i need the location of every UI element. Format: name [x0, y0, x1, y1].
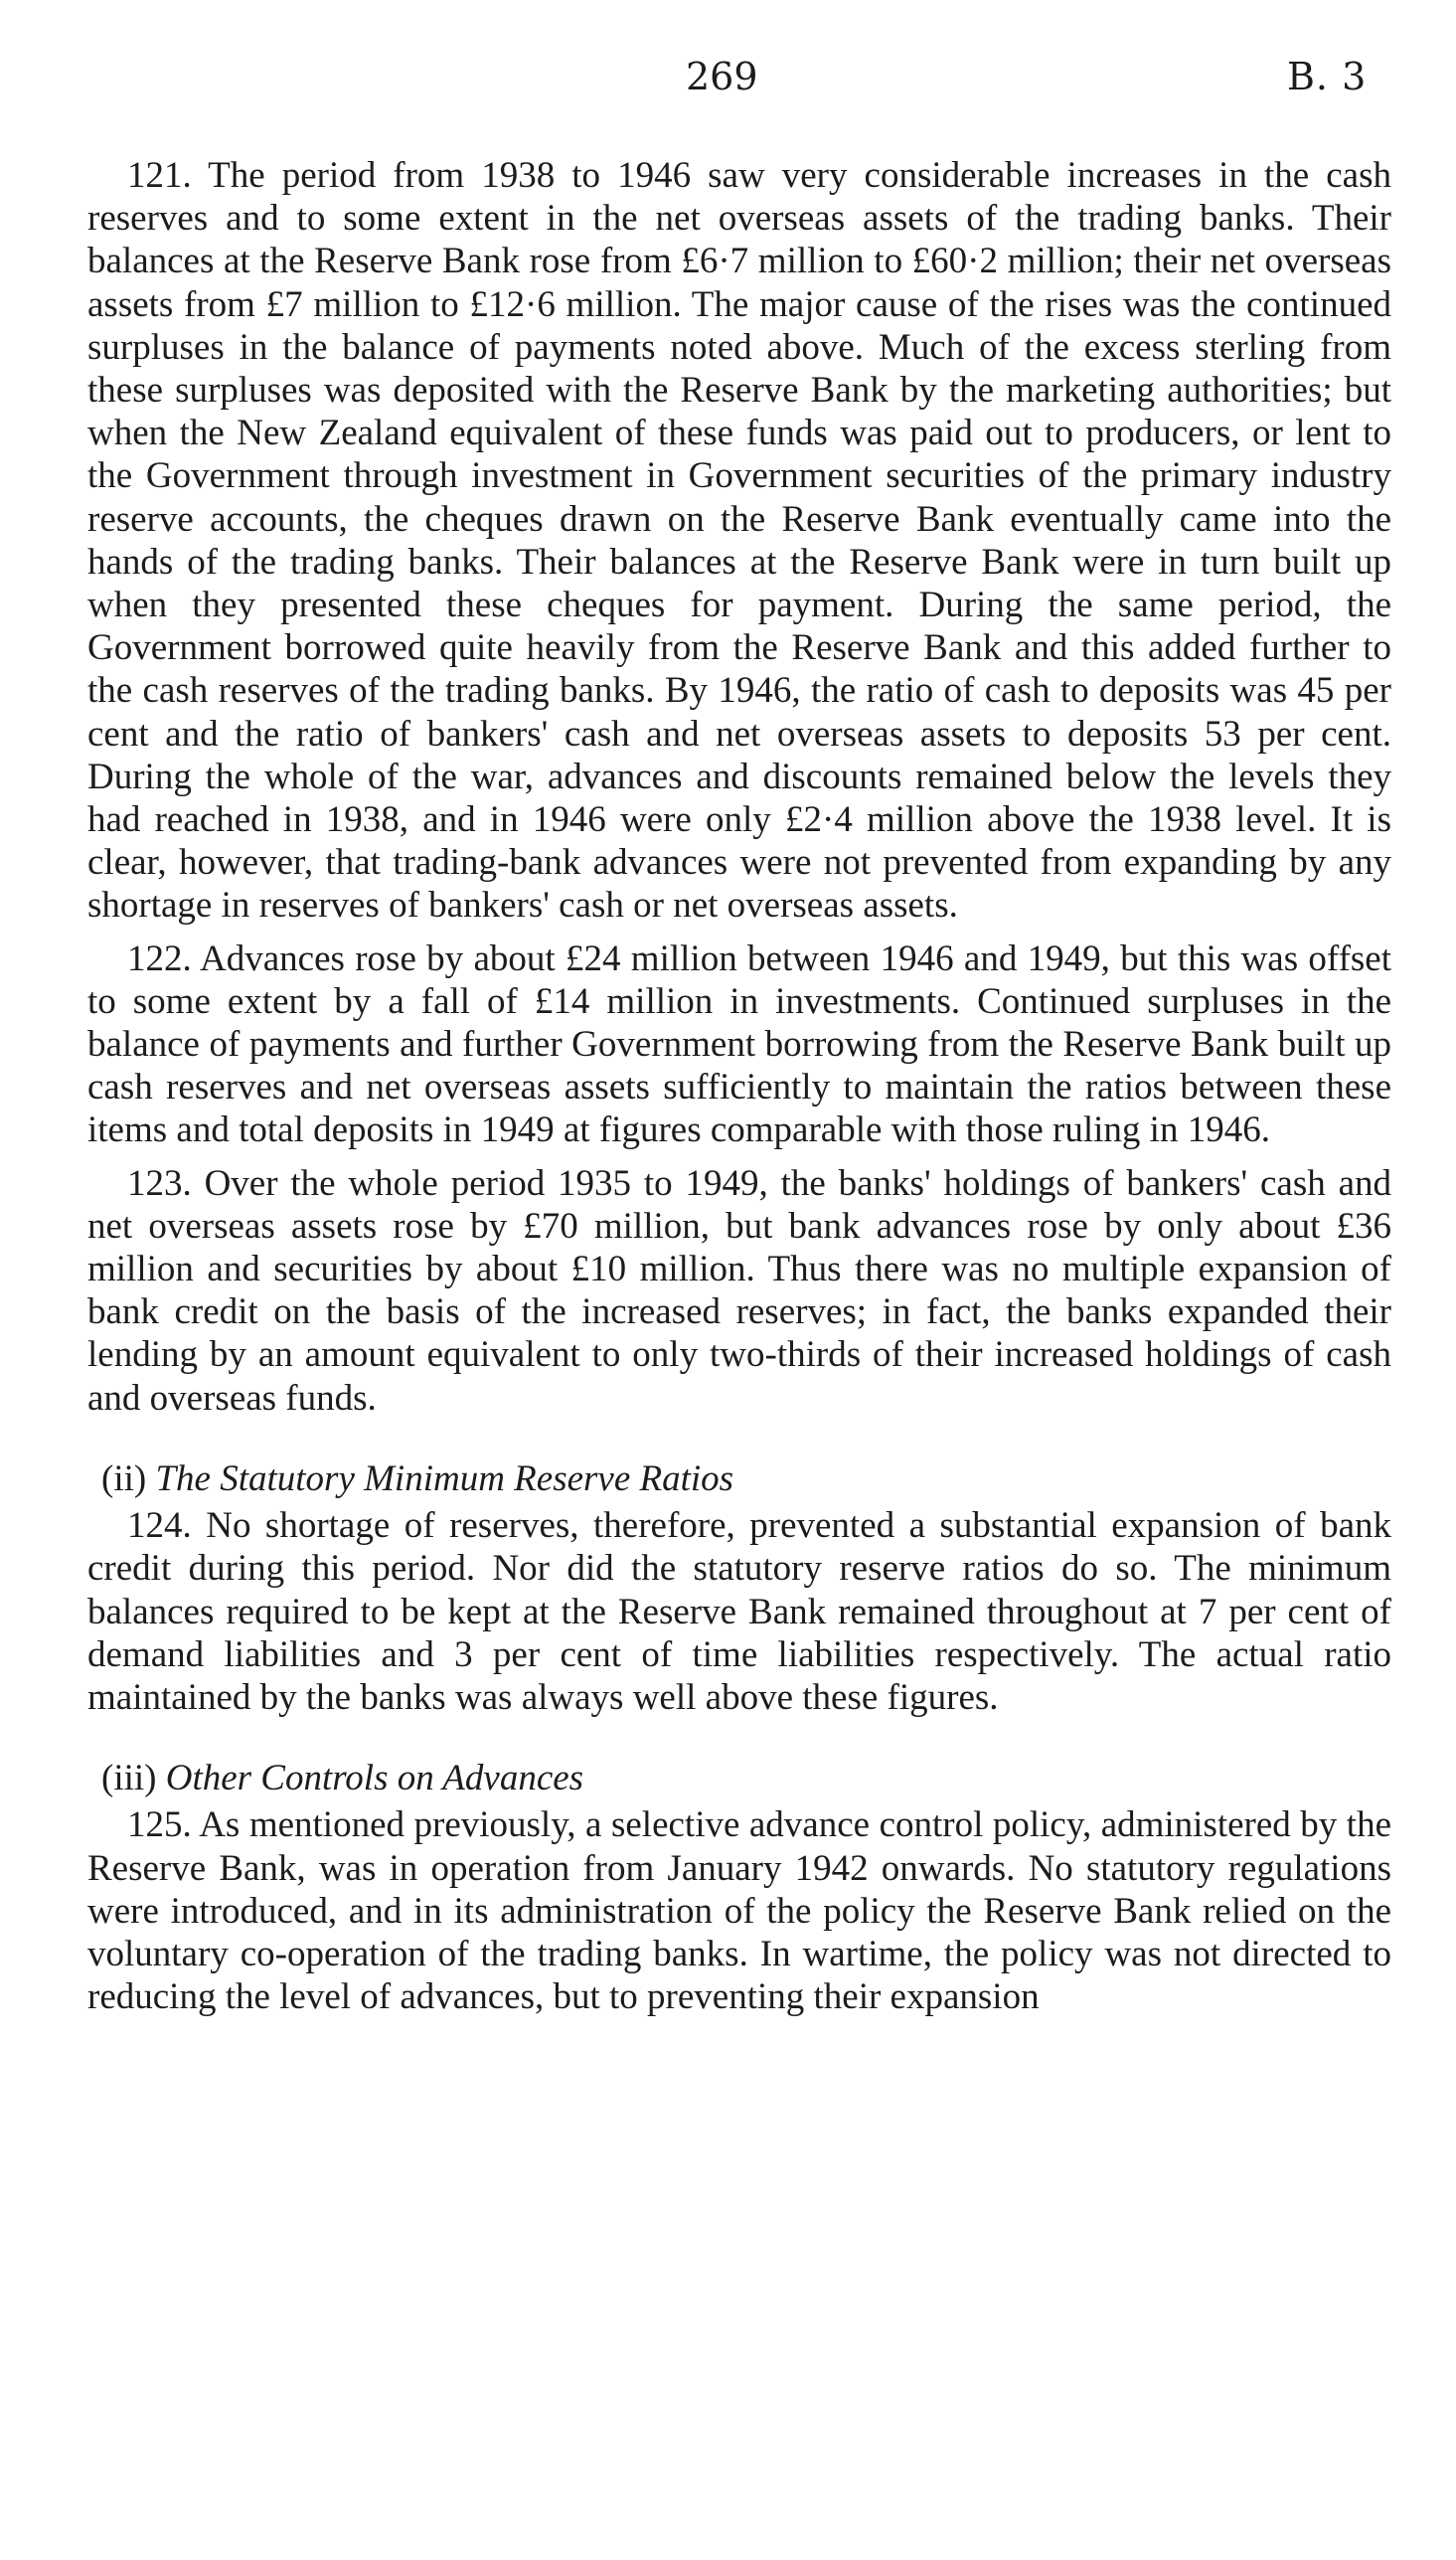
section-number: (iii) — [101, 1758, 157, 1799]
paragraph-123: 123. Over the whole period 1935 to 1949, the banks' holdings of bankers' cash and net overseas assets rose by £70 million, but bank advances rose by only about £36 million and securities by about £10 million. Thus there was no multiple expansion of bank credit on the basis of the increased reserves; in fact, the banks expanded their lending by an amount equivalent to only two-thirds of their increased holdings of cash and overseas funds. — [87, 1162, 1391, 1419]
section-title: The Statutory Minimum Reserve Ratios — [155, 1457, 734, 1499]
paragraph-122: 122. Advances rose by about £24 million between 1946 and 1949, but this was offset to some extent by a fall of £14 million in investments. Continued surpluses in the balance of payments and further Government borrowing from the Reserve Bank built up cash reserves and net overseas assets sufficiently to maintain the ratios between these items and total deposits in 1949 at figures comparable with those ruling in 1946. — [87, 938, 1391, 1151]
body-text — [87, 154, 1391, 2018]
section-number: (ii) — [101, 1457, 147, 1499]
section-title: Other Controls on Advances — [165, 1758, 584, 1799]
section-heading-other-controls — [101, 1757, 1391, 1799]
paragraph-125: 125. As mentioned previously, a selective advance control policy, administered by the Reserve Bank, was in operation from January 1942 onwards. No statutory regulations were introduced, and in its administration of the policy the Reserve Bank relied on the voluntary co-operation of the trading banks. In wartime, the policy was not directed to reducing the level of advances, but to preventing their expansion — [87, 1804, 1391, 2018]
paragraph-121: 121. The period from 1938 to 1946 saw very considerable increases in the cash reserves and to some extent in the net overseas assets of the trading banks. Their balances at the Reserve Bank rose from £6·7 million to £60·2 million; their net overseas assets from £7 million to £12·6 million. The major cause of the rises was the continued surpluses in the balance of payments noted above. Much of the excess sterling from these surpluses was deposited with the Reserve Bank by the marketing authorities; but when the New Zealand equivalent of these funds was paid out to producers, or lent to the Government through investment in Government securities of the primary industry reserve accounts, the cheques drawn on the Reserve Bank eventually came into the hands of the trading banks. Their balances at the Reserve Bank were in turn built up when they presented these cheques for payment. During the same period, the Government borrowed quite heavily from the Reserve Bank and this added further to the cash reserves of the trading banks. By 1946, the ratio of cash to deposits was 45 per cent and the ratio of bankers' cash and net overseas assets to deposits 53 per cent. During the whole of the war, advances and discounts remained below the levels they had reached in 1938, and in 1946 were only £2·4 million above the 1938 level. It is clear, however, that trading-bank advances were not prevented from expanding by any shortage in reserves of bankers' cash or net overseas assets. — [87, 155, 1391, 927]
paragraph-124: 124. No shortage of reserves, therefore, prevented a substantial expansion of bank credit during this period. Nor did the statutory reserve ratios do so. The minimum balances required to be kept at the Reserve Bank remained throughout at 7 per cent of demand liabilities and 3 per cent of time liabilities respectively. The actual ratio maintained by the banks was always well above these figures. — [87, 1505, 1391, 1718]
page-number: 269 — [686, 55, 758, 98]
document-reference: B. 3 — [1287, 55, 1368, 98]
section-heading-statutory-reserve-ratios — [101, 1457, 1391, 1500]
